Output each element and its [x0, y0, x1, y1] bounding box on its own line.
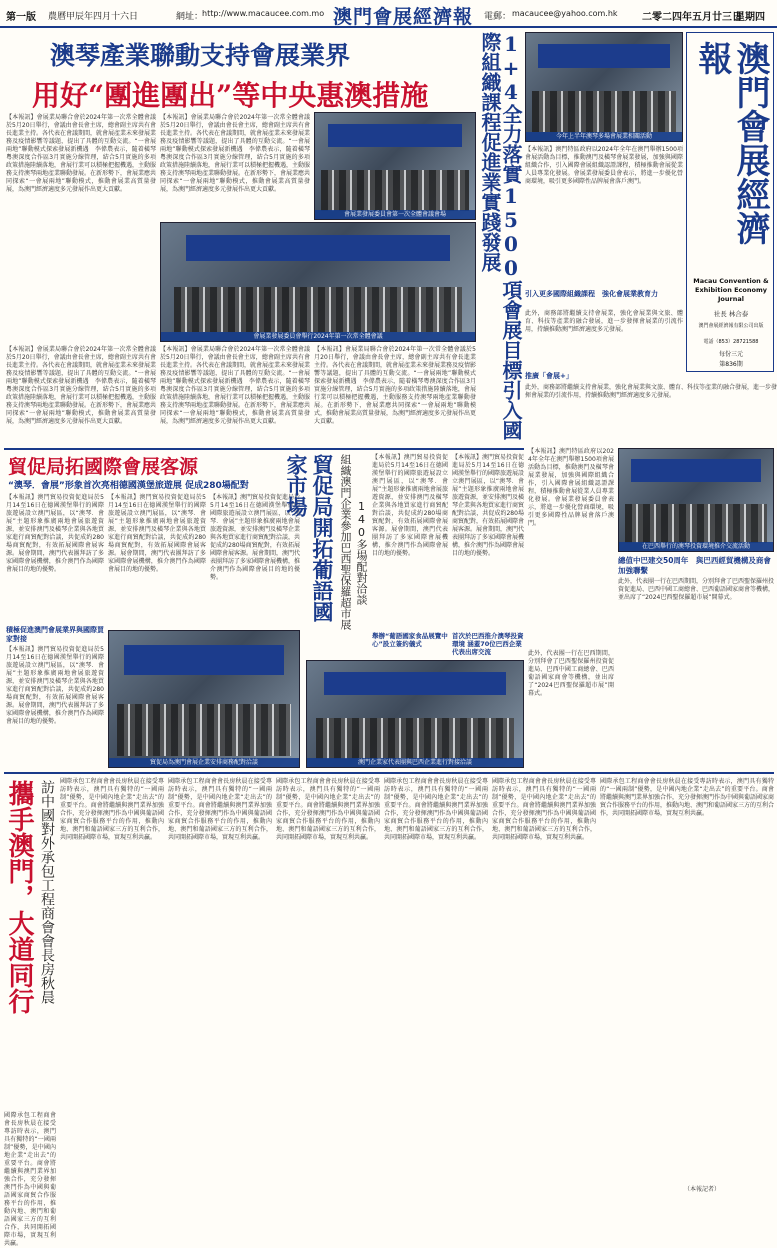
right-mid-body-1: 【本報訊】澳門特區政府以2024年全年在澳門舉辦1500項會展活動為目標，推動澳門及橫琴會展業發展，加強與國際組織合作，引入國際會展組織認證課程，積極推動會展從業人員專業化發展。會展業發展委員會表示，將進一步優化營商環境，吸引更多國際性品牌展會落戶澳門。	[528, 448, 614, 527]
trade-body-col1: 【本報訊】澳門貿易投資促進局於5月14至16日在德國漢堡舉行的國際旅遊展設立澳門展區，以“澳琴．會展”主題形象推廣兩地會展旅遊資源，並安排澳門及橫琴企業與各地買家進行商貿配對洽談，共促成約280場商貿配對，有效拓展國際會展客源。展會期間，澳門代表團拜訪了多家國際會展機構，推介澳門作為國際會展目的地的優勢。	[6, 494, 104, 573]
trade-body-lower: 【本報訊】澳門貿易投資促進局於5月14至16日在德國漢堡舉行的國際旅遊展設立澳門展區，以“澳琴．會展”主題形象推廣兩地會展旅遊資源，並安排澳門及橫琴企業與各地買家進行商貿配對洽談，共促成約280場商貿配對，有效拓展國際會展客源。展會期間，澳門代表團拜訪了多家國際會展機構，推介澳門作為國際會展目的地的優勢。	[6, 646, 104, 725]
issue-date: 二零二四年五月廿三日	[642, 12, 742, 23]
lead-headline-1: 澳琴產業聯動支持會展業界	[50, 41, 351, 70]
brazil-subheadline: 組織澳門企業參加巴西聖保羅超市展	[339, 454, 352, 630]
masthead-price: 每份三元	[718, 351, 743, 358]
masthead-box-title: 澳門會展經濟報	[692, 41, 770, 245]
masthead-en-1: Macau Convention &	[693, 277, 769, 285]
brazil-body-1: 【本報訊】澳門貿易投資促進局於5月14至16日在德國漢堡舉行的國際旅遊展設立澳門展區，以“澳琴．會展”主題形象推廣兩地會展旅遊資源，並安排澳門及橫琴企業與各地買家進行商貿配對洽談，共促成約280場商貿配對，有效拓展國際會展客源。展會期間，澳門代表團拜訪了多家國際會展機構，推介澳門作為國際會展目的地的優勢。	[372, 454, 448, 557]
right-col-body-3: 此外，商務部將繼續支持會展業，強化會展業與文旅、體育、科技等產業的融合發展，進一步發揮會展業的引流作用，持續推動澳門經濟適度多元發展。	[525, 384, 777, 399]
site-url[interactable]: http://www.macaucee.com.mo	[202, 9, 325, 18]
masthead-en-2: Exhibition Economy	[695, 286, 767, 294]
trade-photo	[108, 630, 300, 768]
lead-photo-top	[314, 112, 476, 220]
lead-body-col3: 【本報訊】會展業局聯合會於2024年第一次常全體會議於5月20日舉行，會議由會長會主席，總會副主席共有會長進業主持。各代表在會議期間，就會展產業未來發展業務及疫情影響等議題，提出了具體的互動交流。“一會展兩地”聯動模式探索發展新機遇 李偉農表示，隨着橫琴粵澳深度合作區3月實施分線管理，結合5月實施的多項政策措施陸續落地，會展行業可以積極把握機遇，主動服務支持澳琴兩地產業聯動發展。在新形勢下，會展業應共同探索“一會展兩地”聯動模式，推動會展業高質量發展，為澳門經濟適度多元發展作出更大貢獻。	[160, 346, 311, 425]
feature-byline: （本報記者）	[684, 1186, 721, 1193]
masthead-info: 澳門會展經濟報有限公司出版	[698, 323, 764, 329]
edition-label: 第一版	[6, 12, 36, 23]
right-mid-photo	[618, 448, 774, 552]
masthead-publisher: 社長 林合泰	[713, 310, 749, 318]
header-bar	[0, 0, 777, 28]
masthead-box	[686, 32, 774, 372]
feature-col-2: 國際承包工程商會會長房秋晨在接受專訪時表示，澳門具有獨特的“一國兩制”優勢，是中國內地企業“走出去”的重要平台。商會將繼續與澳門業界加強合作，充分發揮澳門作為中國與葡語國家商貿合作服務平台的作用，推動內地、澳門和葡語國家三方的互利合作，共同開拓國際市場，實現互利共贏。	[168, 778, 272, 841]
feature-vertical-headline: 攜手澳門，大道同行	[4, 780, 34, 1014]
brazil-count: 140多場配對洽談	[355, 500, 368, 605]
feature-left-lower: 國際承包工程商會會長房秋晨在接受專訪時表示，澳門具有獨特的“一國兩制”優勢，是中國內地企業“走出去”的重要平台。商會將繼續與澳門業界加強合作，充分發揮澳門作為中國與葡語國家商貿合作服務平台的作用，推動內地、澳門和葡語國家三方的互利合作，共同開拓國際市場，實現互利共贏。	[4, 1112, 56, 1247]
trade-subtitle: “澳琴．會展”形象首次亮相德國漢堡旅遊展 促成280場配對	[8, 481, 249, 491]
lead-body-col1: 【本報訊】會展業局聯合會於2024年第一次常全體會議於5月20日舉行，會議由會長會主席，總會副主席共有會長進業主持。各代表在會議期間，就會展產業未來發展業務及疫情影響等議題，提出了具體的互動交流。“一會展兩地”聯動模式探索發展新機遇 李偉農表示，隨着橫琴粵澳深度合作區3月實施分線管理，結合5月實施的多項政策措施陸續落地，會展行業可以積極把握機遇，主動服務支持澳琴兩地產業聯動發展。在新形勢下，會展業應共同探索“一會展兩地”聯動模式，推動會展業高質量發展，為澳門經濟適度多元發展作出更大貢獻。	[6, 114, 157, 193]
brazil-subhead-2: 首次於巴西推介澳琴投資環境 涵蓋70位巴西企業代表出席交流	[452, 632, 524, 656]
feature-vertical-subheadline: 訪中國對外承包工程商會會長房秋晨	[39, 780, 55, 1004]
email-address[interactable]: macaucee@yahoo.com.hk	[512, 9, 618, 18]
right-col-subhead-2: 推廣「會展+」	[525, 372, 573, 380]
weekday: 星期四	[735, 12, 765, 23]
lead-body-col4: 【本報訊】會展業局聯合會於2024年第一次常全體會議於5月20日舉行，會議由會長會主席，總會副主席共有會長進業主持。各代表在會議期間，就會展產業未來發展業務及疫情影響等議題，提出了具體的互動交流。“一會展兩地”聯動模式探索發展新機遇 李偉農表示，隨着橫琴粵澳深度合作區3月實施分線管理，結合5月實施的多項政策措施陸續落地，會展行業可以積極把握機遇，主動服務支持澳琴兩地產業聯動發展。在新形勢下，會展業應共同探索“一會展兩地”聯動模式，推動會展業高質量發展，為澳門經濟適度多元發展作出更大貢獻。	[314, 346, 477, 425]
feature-col-6: 國際承包工程商會會長房秋晨在接受專訪時表示，澳門具有獨特的“一國兩制”優勢，是中國內地企業“走出去”的重要平台。商會將繼續與澳門業界加強合作，充分發揮澳門作為中國與葡語國家商貿合作服務平台的作用，推動內地、澳門和葡語國家三方的互利合作，共同開拓國際市場，實現互利共贏。	[600, 778, 775, 817]
right-col-body: 【本報訊】澳門特區政府以2024年全年在澳門舉辦1500項會展活動為目標，推動澳門及橫琴會展業發展，加強與國際組織合作，引入國際會展組織認證課程，積極推動會展從業人員專業化發展。會展業發展委員會表示，將進一步優化營商環境，吸引更多國際性品牌展會落戶澳門。	[525, 146, 683, 185]
brazil-headline: 貿促局開拓葡語國家市場	[284, 454, 335, 622]
trade-photo-caption: 貿促局為澳門會展企業安排商務配對洽談	[109, 758, 299, 767]
lead-body-left-lower: 【本報訊】會展業局聯合會於2024年第一次常全體會議於5月20日舉行，會議由會長會主席，總會副主席共有會長進業主持。各代表在會議期間，就會展產業未來發展業務及疫情影響等議題，提出了具體的互動交流。“一會展兩地”聯動模式探索發展新機遇 李偉農表示，隨着橫琴粵澳深度合作區3月實施分線管理，結合5月實施的多項政策措施陸續落地，會展行業可以積極把握機遇，主動服務支持澳琴兩地產業聯動發展。在新形勢下，會展業應共同探索“一會展兩地”聯動模式，推動會展業高質量發展，為澳門經濟適度多元發展作出更大貢獻。	[6, 346, 157, 425]
feature-col-4: 國際承包工程商會會長房秋晨在接受專訪時表示，澳門具有獨特的“一國兩制”優勢，是中國內地企業“走出去”的重要平台。商會將繼續與澳門業界加強合作，充分發揮澳門作為中國與葡語國家商貿合作服務平台的作用，推動內地、澳門和葡語國家三方的互利合作，共同開拓國際市場，實現互利共贏。	[384, 778, 488, 841]
trade-body-col2: 【本報訊】澳門貿易投資促進局於5月14至16日在德國漢堡舉行的國際旅遊展設立澳門展區，以“澳琴．會展”主題形象推廣兩地會展旅遊資源，並安排澳門及橫琴企業與各地買家進行商貿配對洽談，共促成約280場商貿配對，有效拓展國際會展客源。展會期間，澳門代表團拜訪了多家國際會展機構，推介澳門作為國際會展目的地的優勢。	[108, 494, 206, 573]
right-col-subhead-1: 引入更多國際組織課程 強化會展業教育力	[525, 290, 658, 298]
right-mid-body-3: 此外，代表團一行在巴西期間，分別拜會了巴西聖保羅州投資促進局、巴西中國工商總會、巴西葡語國家商會等機構，並出席了“2024巴西聖保羅超市展”開幕式。	[528, 650, 614, 697]
trade-headline-main: 貿促局拓國際會展客源	[8, 456, 199, 478]
masthead-phone: 電話（853）28721588	[703, 339, 759, 345]
right-col-body-2: 此外，商務部將繼續支持會展業，強化會展業與文旅、體育、科技等產業的融合發展，進一步發揮會展業的引流作用，持續推動澳門經濟適度多元發展。	[525, 310, 683, 333]
masthead-issue: 第836期	[719, 361, 743, 368]
feature-col-1: 國際承包工程商會會長房秋晨在接受專訪時表示，澳門具有獨特的“一國兩制”優勢，是中國內地企業“走出去”的重要平台。商會將繼續與澳門業界加強合作，充分發揮澳門作為中國與葡語國家商貿合作服務平台的作用，推動內地、澳門和葡語國家三方的互利合作，共同開拓國際市場，實現互利共贏。	[60, 778, 164, 841]
brazil-body-2: 【本報訊】澳門貿易投資促進局於5月14至16日在德國漢堡舉行的國際旅遊展設立澳門展區，以“澳琴．會展”主題形象推廣兩地會展旅遊資源，並安排澳門及橫琴企業與各地買家進行商貿配對洽談，共促成約280場商貿配對，有效拓展國際會展客源。展會期間，澳門代表團拜訪了多家國際會展機構，推介澳門作為國際會展目的地的優勢。	[452, 454, 525, 557]
right-mid-body-2: 此外，代表團一行在巴西期間，分別拜會了巴西聖保羅州投資促進局、巴西中國工商總會、巴西葡語國家商會等機構，並出席了“2024巴西聖保羅超市展”開幕式。	[618, 578, 775, 601]
masthead-title: 澳門會展經濟報	[333, 6, 474, 28]
right-mid-photo-caption: 在巴西舉行的澳琴投資環境推介交流活動	[619, 542, 773, 551]
lead-photo-top-caption: 會展業發展委員會第一次全體會議會場	[315, 210, 475, 219]
brazil-photo	[306, 660, 524, 768]
lead-headline-2: 用好“團進團出”等中央惠澳措施	[32, 79, 429, 112]
email-label: 電郵：	[484, 12, 512, 22]
brazil-subhead-1: 舉辦“葡語國家食品展覽中心”設立簽約儀式	[372, 632, 448, 648]
brazil-photo-caption: 澳門企業家代表團與巴西企業進行對接洽談	[307, 758, 523, 767]
lead-side-headline: 1+4全力落實1500項會展目標引入國際組織課程促進業實踐發展	[478, 32, 523, 440]
feature-divider	[4, 772, 774, 774]
feature-col-5: 國際承包工程商會會長房秋晨在接受專訪時表示，澳門具有獨特的“一國兩制”優勢，是中國內地企業“走出去”的重要平台。商會將繼續與澳門業界加強合作，充分發揮澳門作為中國與葡語國家商貿合作服務平台的作用，推動內地、澳門和葡語國家三方的互利合作，共同開拓國際市場，實現互利共贏。	[492, 778, 596, 841]
right-top-photo-caption: 今年上半年澳琴多場會展業相關活動	[526, 132, 682, 141]
trade-subhead: 積極促進澳門會展業界與國際買家對接	[6, 626, 104, 643]
lead-divider	[4, 448, 524, 450]
right-top-photo	[525, 32, 683, 142]
lead-photo-main-caption: 會展業發展委員會舉行2024年第一次常全體會議	[161, 332, 475, 341]
feature-col-3: 國際承包工程商會會長房秋晨在接受專訪時表示，澳門具有獨特的“一國兩制”優勢，是中國內地企業“走出去”的重要平台。商會將繼續與澳門業界加強合作，充分發揮澳門作為中國與葡語國家商貿合作服務平台的作用，推動內地、澳門和葡語國家三方的互利合作，共同開拓國際市場，實現互利共贏。	[276, 778, 380, 841]
lead-photo-main	[160, 222, 476, 342]
masthead-en-3: Journal	[718, 295, 744, 303]
lead-body-col2: 【本報訊】會展業局聯合會於2024年第一次常全體會議於5月20日舉行，會議由會長會主席，總會副主席共有會長進業主持。各代表在會議期間，就會展產業未來發展業務及疫情影響等議題，提出了具體的互動交流。“一會展兩地”聯動模式探索發展新機遇 李偉農表示，隨着橫琴粵澳深度合作區3月實施分線管理，結合5月實施的多項政策措施陸續落地，會展行業可以積極把握機遇，主動服務支持澳琴兩地產業聯動發展。在新形勢下，會展業應共同探索“一會展兩地”聯動模式，推動會展業高質量發展，為澳門經濟適度多元發展作出更大貢獻。	[160, 114, 311, 193]
lunar-date: 農曆甲辰年四月十六日	[48, 12, 139, 22]
trade-body-col3: 【本報訊】澳門貿易投資促進局於5月14至16日在德國漢堡舉行的國際旅遊展設立澳門展區，以“澳琴．會展”主題形象推廣兩地會展旅遊資源，並安排澳門及橫琴企業與各地買家進行商貿配對洽談，共促成約280場商貿配對，有效拓展國際會展客源。展會期間，澳門代表團拜訪了多家國際會展機構，推介澳門作為國際會展目的地的優勢。	[210, 494, 301, 581]
right-mid-subhead: 總值中巴建交50周年 與巴西經貿機構及商會加強聯繫	[618, 556, 771, 575]
site-label: 網址：	[176, 12, 204, 22]
